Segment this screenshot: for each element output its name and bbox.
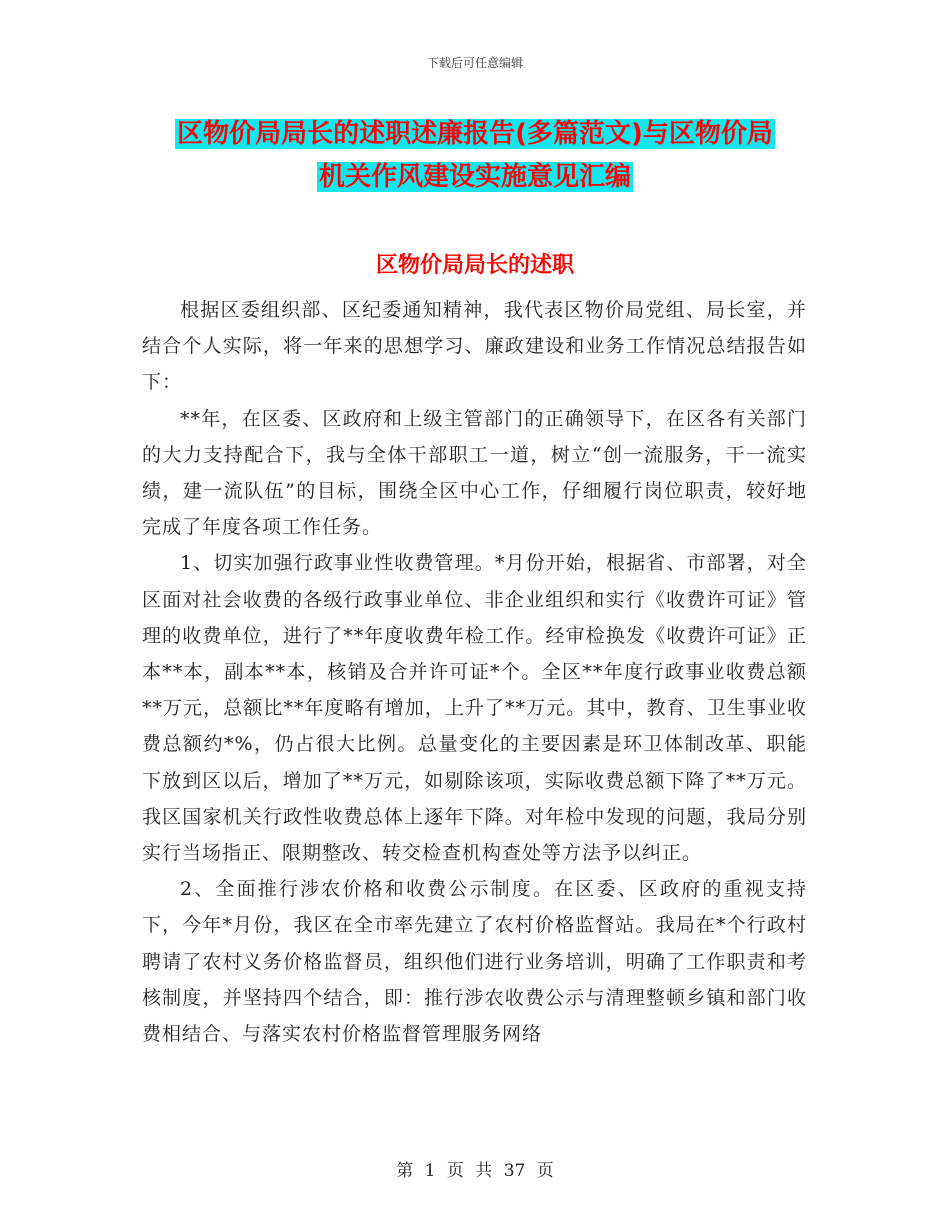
paragraph-item-1: 1、切实加强行政事业性收费管理。*月份开始，根据省、市部署，对全区面对社会收费的各级行政事业单位、非企业组织和实行《收费许可证》管理的收费单位，进行了**年度收费年检工作。经审检换发《收费许可证》正本**本，副本**本，核销及合并许可证*个。全区**年度行政事业收费总额**万元，总额比**年度略有增加，上升了**万元。其中，教育、卫生事业收费总额约*%，仍占很大比例。总量变化的主要因素是环卫体制改革、职能下放到区以后，增加了**万元，如剔除该项，实际收费总额下降了**万元。我区国家机关行政性收费总体上逐年下降。对年检中发现的问题，我局分别实行当场指正、限期整改、转交检查机构查处等方法予以纠正。 — [142, 552, 807, 865]
paragraph-intro: 根据区委组织部、区纪委通知精神，我代表区物价局党组、局长室，并结合个人实际，将一年来的思想学习、廉政建设和业务工作情况总结报告如下： — [142, 299, 807, 394]
title-highlight-2: 机关作风建设实施意见汇编 — [318, 162, 631, 192]
document-body — [142, 292, 807, 1052]
header-note: 下载后可任意编辑 — [426, 56, 523, 70]
section-subtitle: 区物价局局长的述职 — [375, 253, 574, 278]
page-footer: 第 1 页 共 37 页 — [396, 1161, 554, 1181]
document-title-line-1 — [0, 113, 950, 150]
document-title-line-2 — [0, 156, 950, 193]
title-highlight-1: 区物价局局长的述职述廉报告(多篇范文)与区物价局 — [177, 119, 773, 149]
paragraph-item-2: 2、全面推行涉农价格和收费公示制度。在区委、区政府的重视支持下，今年*月份，我区在全市率先建立了农村价格监督站。我局在*个行政村聘请了农村义务价格监督员，组织他们进行业务培训，明确了工作职责和考核制度，并坚持四个结合，即：推行涉农收费公示与清理整顿乡镇和部门收费相结合、与落实农村价格监督管理服务网络 — [142, 878, 807, 1046]
paragraph-summary: **年，在区委、区政府和上级主管部门的正确领导下，在区各有关部门的大力支持配合下，我与全体干部职工一道，树立“创一流服务，干一流实绩，建一流队伍”的目标，围绕全区中心工作，仔细履行岗位职责，较好地完成了年度各项工作任务。 — [142, 407, 807, 539]
